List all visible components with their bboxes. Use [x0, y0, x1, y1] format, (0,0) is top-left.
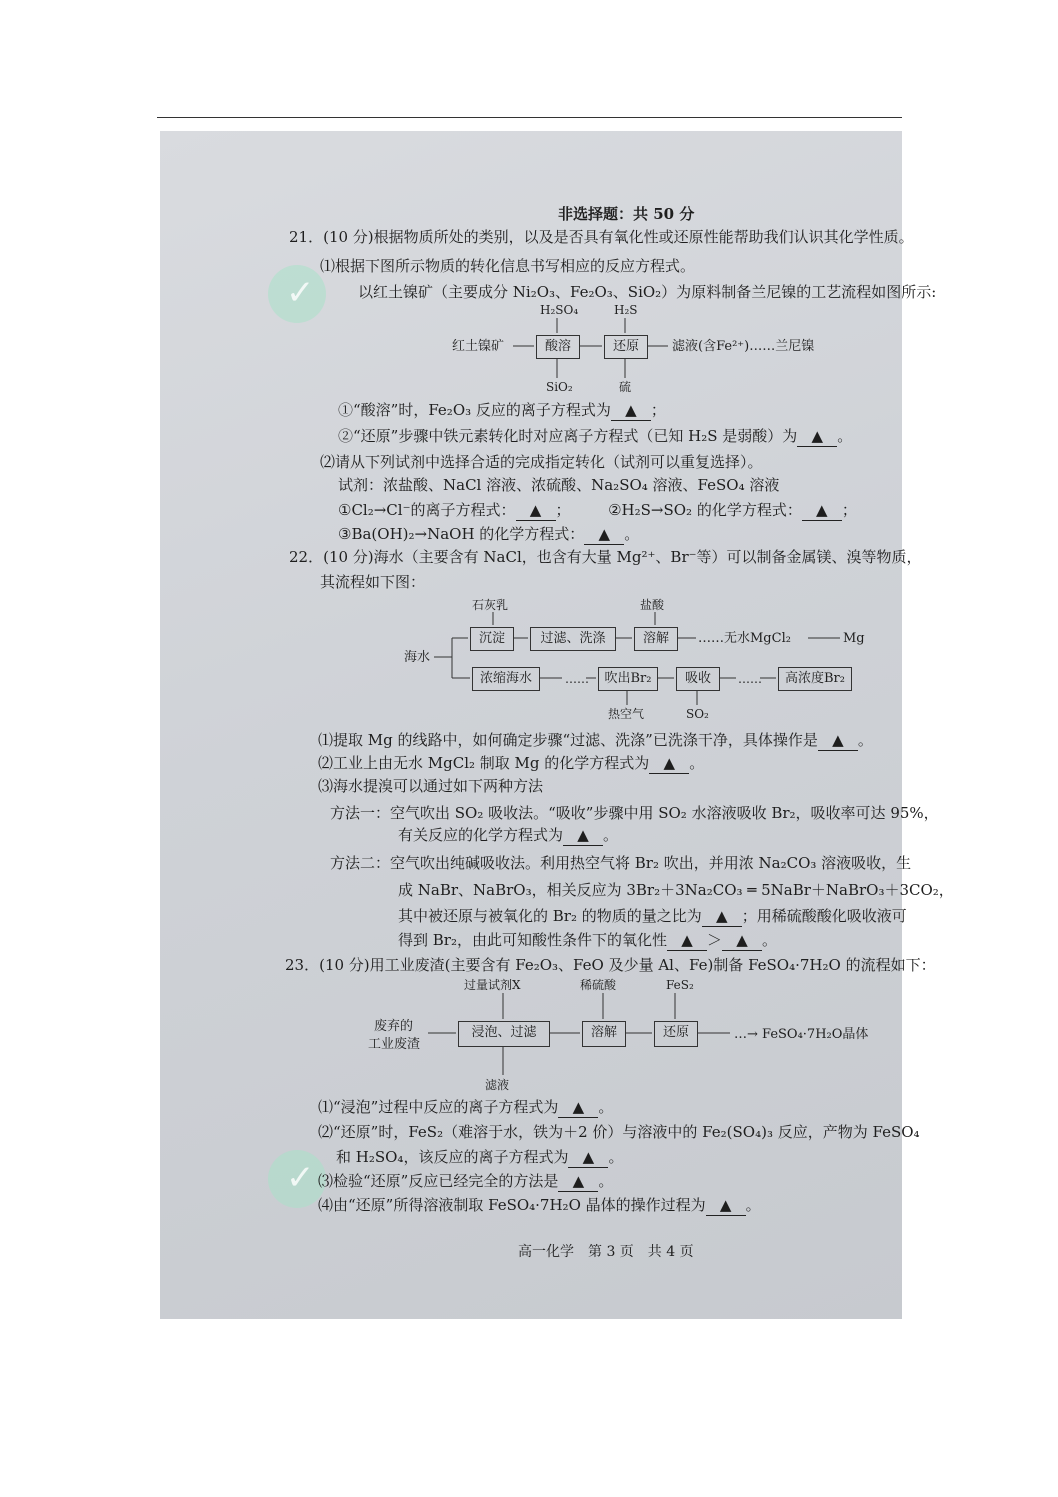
q21-q5: ③Ba(OH)₂→NaOH 的化学方程式： ▲ 。: [338, 525, 640, 543]
output-sio2: SiO₂: [546, 380, 573, 394]
label-so2: SO₂: [686, 707, 709, 721]
q22-method2-b: 成 NaBr、NaBrO₃，相关反应为 3Br₂＋3Na₂CO₃ ═ 5NaBr＋NaBrO₃＋3CO₂，: [398, 881, 954, 899]
box-dissolve: 溶解: [582, 1021, 626, 1047]
label-filtrate: 滤液: [485, 1078, 510, 1092]
watermark-logo: ✓: [268, 1150, 326, 1208]
q22-method2-c: 其中被还原与被氧化的 Br₂ 的物质的量之比为 ▲ ；用稀硫酸酸化吸收液可: [398, 907, 907, 925]
answer-blank[interactable]: ▲: [797, 426, 837, 447]
q23-intro: 23．(10 分)用工业废渣(主要含有 Fe₂O₃、FeO 及少量 Al、Fe)制备 FeSO₄·7H₂O 的流程如下：: [285, 956, 936, 974]
reagent-h2s: H₂S: [614, 303, 638, 317]
q23-q2b: 和 H₂SO₄，该反应的离子方程式为 ▲ 。: [336, 1148, 624, 1166]
box-reduce: 还原: [654, 1021, 698, 1047]
answer-blank[interactable]: ▲: [568, 1147, 608, 1168]
answer-blank[interactable]: ▲: [558, 1097, 598, 1118]
q21-q1: ①“酸溶”时，Fe₂O₃ 反应的离子方程式为 ▲ ；: [338, 401, 666, 419]
label-reagent-x: 过量试剂X: [464, 978, 521, 992]
q21-part1: ⑴根据下图所示物质的转化信息书写相应的反应方程式。: [320, 257, 696, 275]
q22-q3: ⑶海水提溴可以通过如下两种方法: [318, 777, 544, 795]
reagent-h2so4: H₂SO₄: [540, 303, 579, 317]
answer-blank[interactable]: ▲: [558, 1171, 598, 1192]
answer-blank[interactable]: ▲: [563, 825, 603, 846]
label-crystal: …→ FeSO₄·7H₂O晶体: [734, 1027, 869, 1042]
answer-blank[interactable]: ▲: [818, 730, 858, 751]
label-dots: ……: [738, 672, 762, 686]
box-dissolve: 溶解: [634, 627, 678, 651]
label-dots: ……: [565, 672, 589, 686]
section-title: 非选择题：共 50 分: [558, 205, 695, 223]
box-high-br2: 高浓度Br₂: [778, 667, 852, 691]
answer-blank[interactable]: ▲: [584, 524, 624, 545]
answer-blank[interactable]: ▲: [706, 1195, 746, 1216]
box-blow-br2: 吹出Br₂: [598, 667, 658, 691]
box-precipitate: 沉淀: [470, 627, 514, 651]
watermark-logo: ✓: [268, 265, 326, 323]
q22-method2-a: 方法二：空气吹出纯碱吸收法。利用热空气将 Br₂ 吹出，并用浓 Na₂CO₃ 溶液吸收，生: [330, 854, 912, 872]
q22-method1-a: 方法一：空气吹出 SO₂ 吸收法。“吸收”步骤中用 SO₂ 水溶液吸收 Br₂，吸收率可达 95%，: [330, 804, 939, 822]
q21-intro: 21．(10 分)根据物质所处的类别，以及是否具有氧化性或还原性能帮助我们认识其化学性质。: [289, 228, 914, 246]
q23-q3: ⑶检验“还原”反应已经完全的方法是 ▲ 。: [318, 1172, 614, 1190]
box-reduce: 还原: [604, 335, 648, 359]
box-absorb: 吸收: [676, 667, 720, 691]
q21-reagents: 试剂：浓盐酸、NaCl 溶液、浓硫酸、Na₂SO₄ 溶液、FeSO₄ 溶液: [338, 476, 780, 494]
box-acid-dissolve: 酸溶: [536, 335, 580, 359]
page-footer: 高一化学 第 3 页 共 4 页: [518, 1244, 694, 1260]
q22-method2-d: 得到 Br₂，由此可知酸性条件下的氧化性 ▲ ＞ ▲ 。: [398, 931, 778, 949]
q22-q1: ⑴提取 Mg 的线路中，如何确定步骤“过滤、洗涤”已洗涤干净，具体操作是 ▲ 。: [318, 731, 873, 749]
label-mgcl2: ……无水MgCl₂: [698, 631, 791, 646]
q22-method1-b: 有关反应的化学方程式为 ▲ 。: [398, 826, 619, 844]
q21-part1-desc: 以红土镍矿（主要成分 Ni₂O₃、Fe₂O₃、SiO₂）为原料制备兰尼镍的工艺流程如图所示:: [358, 283, 937, 301]
q22-q2: ⑵工业上由无水 MgCl₂ 制取 Mg 的化学方程式为 ▲ 。: [318, 754, 705, 772]
answer-blank[interactable]: ▲: [649, 753, 689, 774]
label-hcl: 盐酸: [640, 598, 665, 612]
box-soak-filter: 浸泡、过滤: [458, 1021, 550, 1047]
q21-q3-q4: ①Cl₂→Cl⁻的离子方程式： ▲ ； ②H₂S→SO₂ 的化学方程式： ▲ ；: [338, 501, 857, 519]
label-dilute-acid: 稀硫酸: [580, 978, 617, 992]
answer-blank[interactable]: ▲: [722, 930, 762, 951]
flow-start: 红土镍矿: [452, 339, 505, 354]
answer-blank[interactable]: ▲: [611, 400, 651, 421]
answer-blank[interactable]: ▲: [516, 500, 556, 521]
label-lime: 石灰乳: [472, 598, 509, 612]
q22-intro: 22．(10 分)海水（主要含有 NaCl，也含有大量 Mg²⁺、Br⁻等）可以制备金属镁、溴等物质，: [289, 548, 922, 566]
output-sulfur: 硫: [619, 380, 632, 394]
label-hot-air: 热空气: [608, 707, 645, 721]
box-concentrated-seawater: 浓缩海水: [472, 667, 540, 691]
answer-blank[interactable]: ▲: [802, 500, 842, 521]
label-mg: Mg: [843, 631, 865, 646]
answer-blank[interactable]: ▲: [702, 906, 742, 927]
q22-intro2: 其流程如下图：: [320, 573, 426, 591]
label-waste-2: 工业废渣: [368, 1037, 421, 1052]
label-fes2: FeS₂: [666, 978, 694, 992]
q21-q2: ②“还原”步骤中铁元素转化时对应离子方程式（已知 H₂S 是弱酸）为 ▲ 。: [338, 427, 853, 445]
q21-part2: ⑵请从下列试剂中选择合适的完成指定转化（试剂可以重复选择）。: [320, 453, 763, 471]
q23-q2: ⑵“还原”时，FeS₂（难溶于水，铁为＋2 价）与溶液中的 Fe₂(SO₄)₃ 反应，产物为 FeSO₄: [318, 1123, 920, 1141]
label-seawater: 海水: [404, 650, 431, 665]
q23-q1: ⑴“浸泡”过程中反应的离子方程式为 ▲ 。: [318, 1098, 614, 1116]
answer-blank[interactable]: ▲: [667, 930, 707, 951]
label-waste-1: 废弃的: [374, 1019, 414, 1034]
box-filter-wash: 过滤、洗涤: [530, 627, 616, 651]
flow-end: 滤液(含Fe²⁺)……兰尼镍: [672, 339, 815, 354]
q23-q4: ⑷由“还原”所得溶液制取 FeSO₄·7H₂O 晶体的操作过程为 ▲ 。: [318, 1196, 761, 1214]
